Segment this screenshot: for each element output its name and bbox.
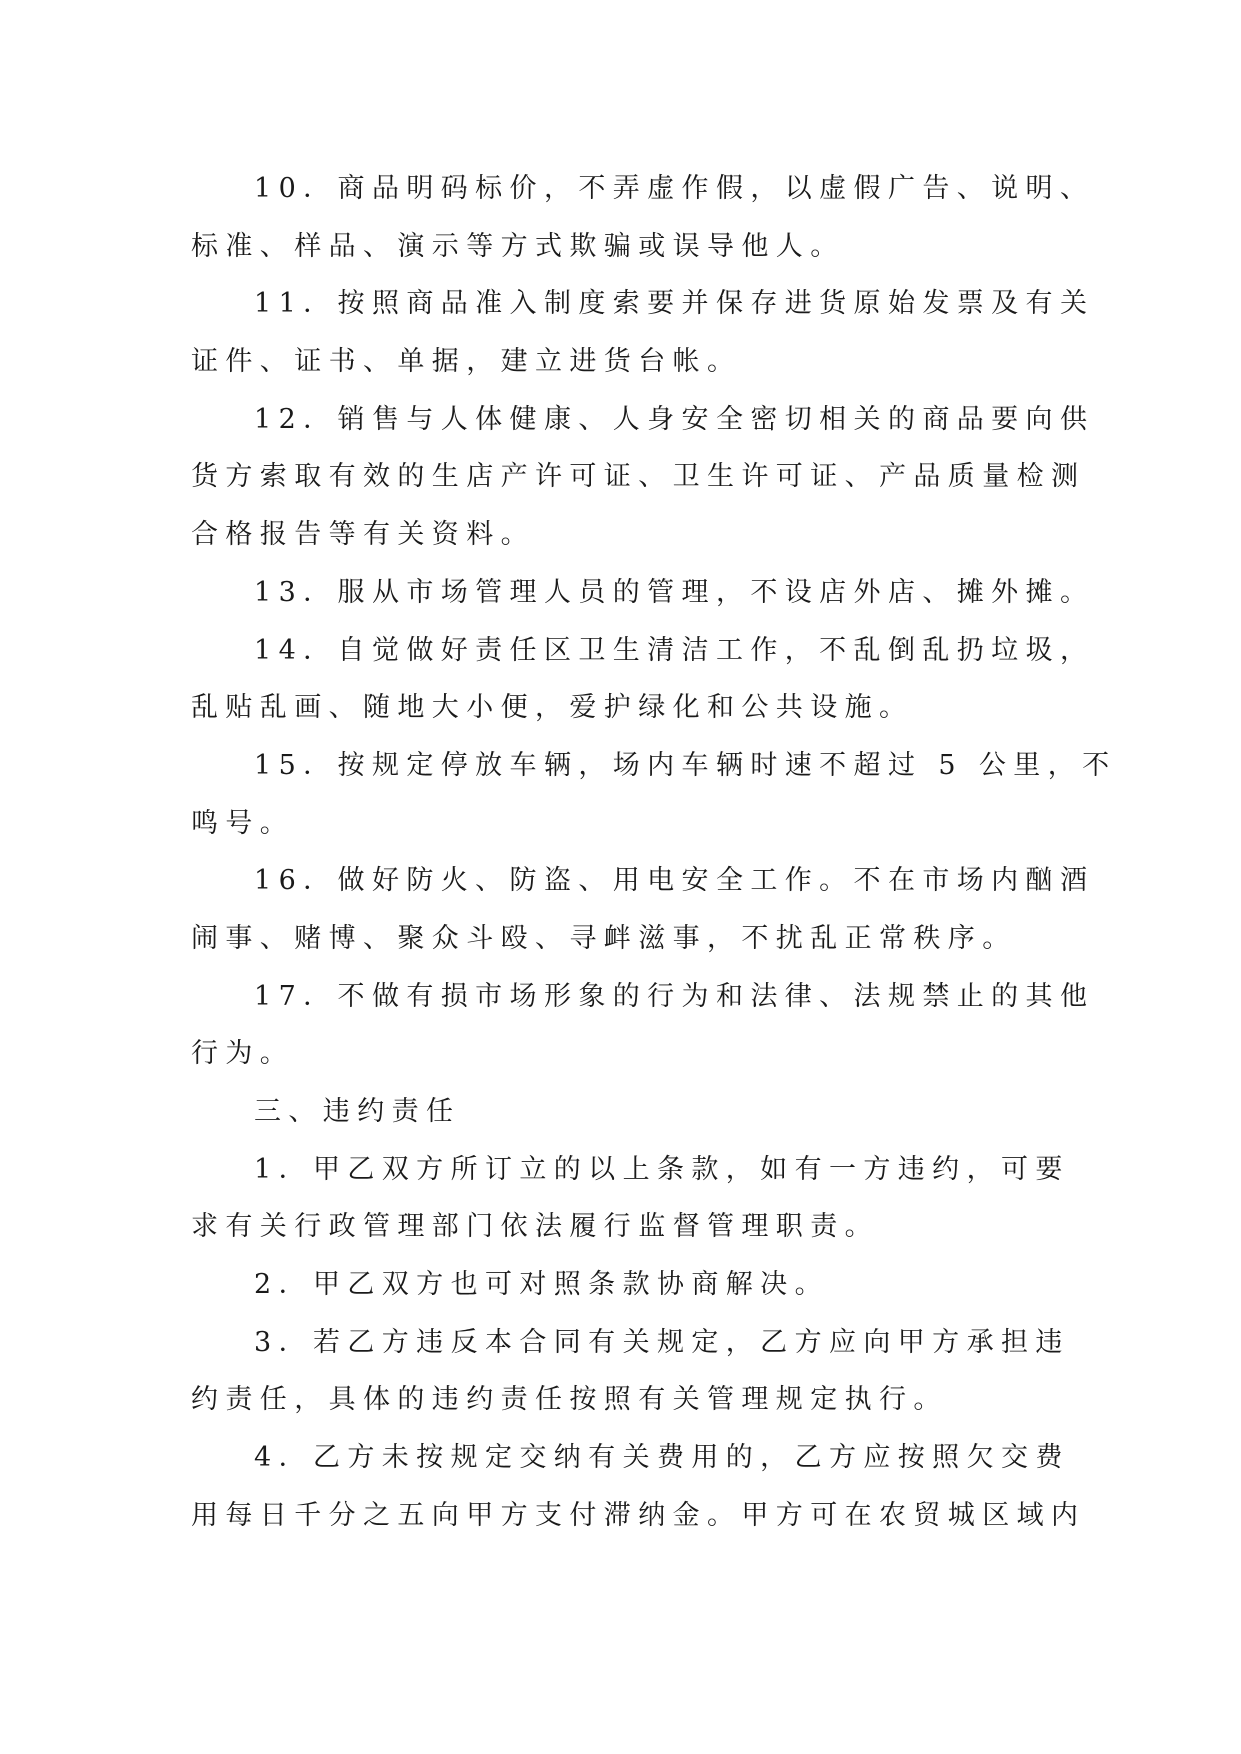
paragraph-continuation-line: 证件、证书、单据，建立进货台帐。 [191,346,742,378]
paragraph-continuation-line: 求有关行政管理部门依法履行监督管理职责。 [191,1211,879,1243]
paragraph-continuation-line: 合格报告等有关资料。 [191,519,535,551]
paragraph-continuation-line: 约责任，具体的违约责任按照有关管理规定执行。 [191,1384,948,1416]
contract-body-text [191,160,1117,1545]
paragraph-first-line: 12．销售与人体健康、人身安全密切相关的商品要向供 [254,403,1095,435]
paragraph-first-line: 3．若乙方违反本合同有关规定，乙方应向甲方承担违 [254,1326,1070,1358]
paragraph-first-line: 17．不做有损市场形象的行为和法律、法规禁止的其他 [254,980,1095,1012]
paragraph-first-line: 15．按规定停放车辆，场内车辆时速不超过 5 公里，不 [254,749,1117,781]
paragraph-first-line: 10．商品明码标价，不弄虚作假，以虚假广告、说明、 [254,173,1095,204]
paragraph-first-line: 11．按照商品准入制度索要并保存进货原始发票及有关 [254,288,1095,320]
paragraph-first-line: 14．自觉做好责任区卫生清洁工作，不乱倒乱扔垃圾， [254,634,1095,666]
paragraph-first-line: 2．甲乙双方也可对照条款协商解决。 [254,1269,829,1301]
paragraph-first-line: 三、违约责任 [254,1096,461,1127]
paragraph-continuation-line: 标准、样品、演示等方式欺骗或误导他人。 [191,230,845,262]
paragraph-first-line: 1．甲乙双方所订立的以上条款，如有一方违约，可要 [254,1153,1070,1185]
paragraph-continuation-line: 鸣号。 [191,807,295,839]
paragraph-continuation-line: 货方索取有效的生店产许可证、卫生许可证、产品质量检测 [191,461,1086,493]
paragraph-first-line: 4．乙方未按规定交纳有关费用的，乙方应按照欠交费 [254,1442,1070,1474]
paragraph-continuation-line: 闹事、赌博、聚众斗殴、寻衅滋事，不扰乱正常秩序。 [191,922,1017,954]
paragraph-continuation-line: 乱贴乱画、随地大小便，爱护绿化和公共设施。 [191,692,914,724]
paragraph-first-line: 13．服从市场管理人员的管理，不设店外店、摊外摊。 [254,576,1095,608]
paragraph-first-line: 16．做好防火、防盗、用电安全工作。不在市场内酗酒 [254,865,1095,897]
paragraph-continuation-line: 行为。 [191,1038,295,1070]
paragraph-continuation-line: 用每日千分之五向甲方支付滞纳金。甲方可在农贸城区域内 [191,1499,1086,1531]
